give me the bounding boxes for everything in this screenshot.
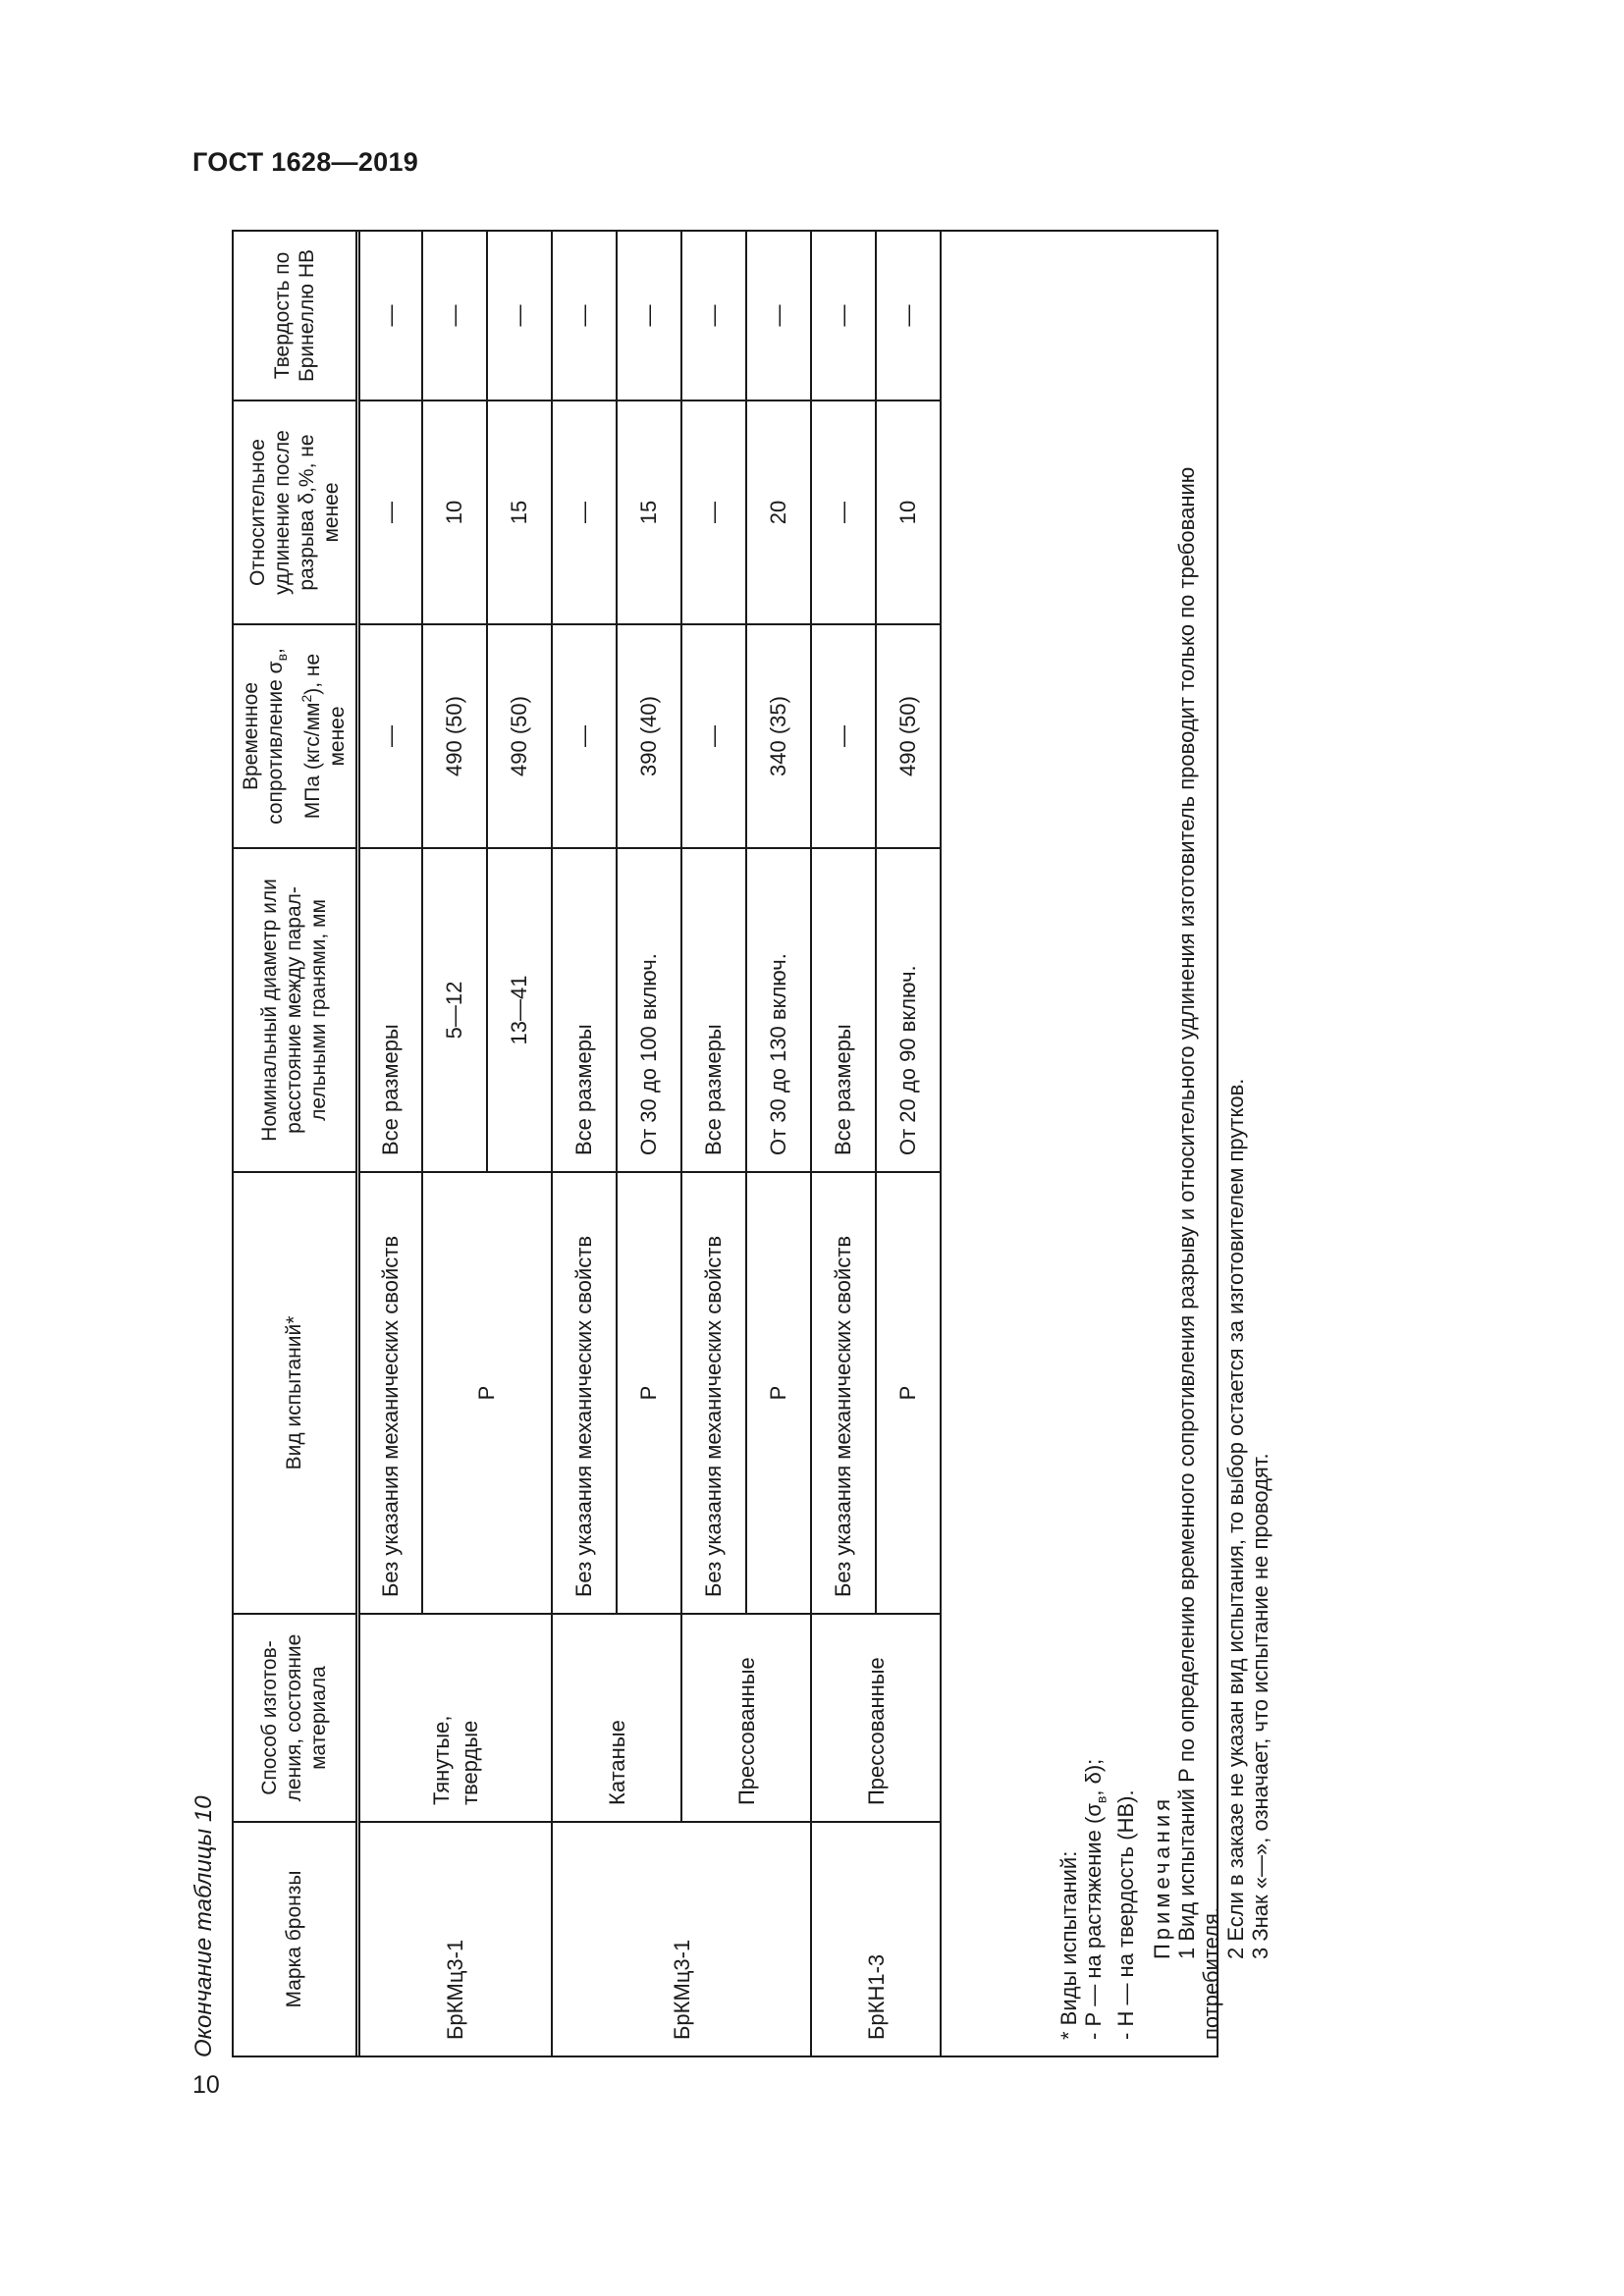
method-cell: Тянутые, твердые [357,1614,552,1822]
elongation-cell: — [811,400,876,624]
diameter-cell: 5—12 [422,848,487,1172]
hardness-cell: — [487,232,552,400]
method-cell: Прессованные [681,1614,811,1822]
footnote-tension: - Р — на растяжение ($\sigma_в$, δ); [1081,1758,1110,2040]
strength-cell: — [357,624,422,848]
note-1: 1 Вид испытаний Р по определению временного сопротивления разрыву и относительного удлинения изготовитель проводит только по требованию [1174,466,1200,1959]
grade-cell: БрКМц3-1 [357,1822,552,2056]
note-2: 2 Если в заказе не указан вид испытания, то выбор остается за изготовителем прутков. [1223,1078,1249,1959]
table-caption: Окончание таблицы 10 [190,1795,217,2057]
test-cell: Без указания механических свойств [681,1172,746,1614]
table-frame [232,230,1273,2057]
test-cell: Р [617,1172,681,1614]
grade-cell: БрКМц3-1 [552,1822,811,2056]
hardness-cell: — [552,232,617,400]
diameter-cell: От 30 до 100 включ. [617,848,681,1172]
page-number: 10 [192,2071,220,2099]
test-cell: Р [422,1172,552,1614]
note-3: 3 Знак «—», означает, что испытание не проводят. [1248,1453,1273,1959]
hardness-cell: — [681,232,746,400]
strength-cell: — [681,624,746,848]
elongation-cell: — [357,400,422,624]
strength-cell: 340 (35) [746,624,811,848]
strength-cell: 490 (50) [876,624,941,848]
diameter-cell: Все размеры [681,848,746,1172]
strength-cell: — [811,624,876,848]
hardness-cell: — [876,232,941,400]
diameter-cell: Все размеры [552,848,617,1172]
method-cell: Катаные [552,1614,681,1822]
diameter-cell: От 20 до 90 включ. [876,848,941,1172]
header-diameter: Номинальный диаметр или расстояние между парал-лельными гранями, мм [234,848,357,1172]
table-notes [1056,243,1272,2040]
header-method: Способ изготов-ления, состояние материала [234,1614,357,1822]
test-cell: Без указания механических свойств [357,1172,422,1614]
rotated-table-area [177,232,1273,2057]
hardness-cell: — [746,232,811,400]
footnote-title: * Виды испытаний: [1056,1850,1081,2040]
strength-cell: 490 (50) [487,624,552,848]
elongation-cell: — [552,400,617,624]
test-cell: Без указания механических свойств [552,1172,617,1614]
table-row [811,232,876,2056]
hardness-cell: — [357,232,422,400]
hardness-cell: — [422,232,487,400]
elongation-cell: 10 [876,400,941,624]
header-grade: Марка бронзы [234,1822,357,2056]
elongation-cell: 10 [422,400,487,624]
test-cell: Р [876,1172,941,1614]
document-title: ГОСТ 1628—2019 [192,147,419,177]
properties-table [234,232,942,2056]
method-cell: Прессованные [811,1614,941,1822]
strength-cell: 390 (40) [617,624,681,848]
header-elongation: Относительное удлинение после разрыва δ,%, не менее [234,400,357,624]
hardness-cell: — [617,232,681,400]
table-header-row [234,232,357,2056]
elongation-cell: — [681,400,746,624]
test-cell: Р [746,1172,811,1614]
table-row [681,232,746,2056]
diameter-cell: От 30 до 130 включ. [746,848,811,1172]
elongation-cell: 15 [487,400,552,624]
header-test: Вид испытаний* [234,1172,357,1614]
footnote-hardness: - Н — на твердость (НВ). [1113,1789,1139,2040]
strength-cell: 490 (50) [422,624,487,848]
elongation-cell: 15 [617,400,681,624]
elongation-cell: 20 [746,400,811,624]
table-row [357,232,422,2056]
diameter-cell: Все размеры [357,848,422,1172]
diameter-cell: Все размеры [811,848,876,1172]
diameter-cell: 13—41 [487,848,552,1172]
notes-heading: Примечания [1150,1794,1175,1959]
hardness-cell: — [811,232,876,400]
strength-cell: — [552,624,617,848]
note-1-cont: потребителя. [1199,1906,1224,2040]
table-row [552,232,617,2056]
header-strength: Временное сопротивление $\sigma_в$, МПа $(кгс/мм^2)$, не менее [234,624,357,848]
grade-cell: БрКН1-3 [811,1822,941,2056]
header-hardness: Твердость по Бринеллю НВ [234,232,357,400]
test-cell: Без указания механических свойств [811,1172,876,1614]
